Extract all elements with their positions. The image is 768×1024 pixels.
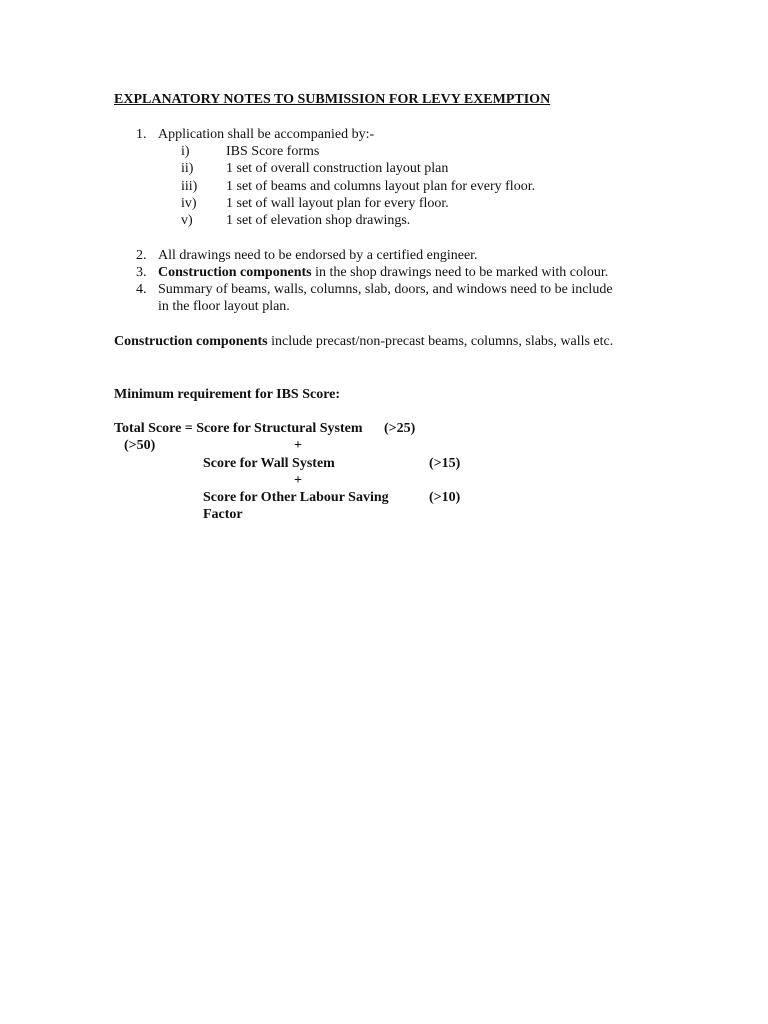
item-4-text-line-2: in the floor layout plan. [158,299,290,314]
plus-sign: + [294,473,302,488]
item-2-text: All drawings need to be endorsed by a certified engineer. [158,248,478,263]
total-score-label: Total Score = Score for Structural System [114,421,363,436]
subitem-text: 1 set of elevation shop drawings. [226,213,411,228]
subitem-numeral: iii) [181,179,198,194]
subitem-numeral: iv) [181,196,197,211]
subitem-numeral: ii) [181,161,194,176]
subitem-text: IBS Score forms [226,144,320,159]
item-4-number: 4. [136,282,147,297]
plus-sign: + [294,438,302,453]
other-score-label-line-1: Score for Other Labour Saving [203,490,389,505]
components-note [114,333,613,350]
item-3-number: 3. [136,265,147,280]
other-threshold: (>10) [429,490,461,505]
item-1-number: 1. [136,127,147,142]
subitem-text: 1 set of beams and columns layout plan for every floor. [226,179,536,194]
subitem-text: 1 set of wall layout plan for every floor. [226,196,449,211]
subitem-numeral: i) [181,144,190,159]
item-3-bold-text: Construction components [158,265,312,280]
other-score-label-line-2: Factor [203,507,243,522]
item-3-rest-text: in the shop drawings need to be marked with colour. [311,265,609,280]
structural-threshold: (>25) [384,421,416,436]
item-3-text [158,264,608,281]
wall-threshold: (>15) [429,456,461,471]
total-threshold: (>50) [124,438,156,453]
item-2-number: 2. [136,248,147,263]
components-note-bold: Construction components [114,334,268,349]
wall-score-label: Score for Wall System [203,456,335,471]
components-note-text: include precast/non-precast beams, columns, slabs, walls etc. [267,334,614,349]
min-requirement-heading: Minimum requirement for IBS Score: [114,387,341,402]
subitem-text: 1 set of overall construction layout plan [226,161,449,176]
item-4-text-line-1: Summary of beams, walls, columns, slab, doors, and windows need to be include [158,282,613,297]
document-title: EXPLANATORY NOTES TO SUBMISSION FOR LEVY EXEMPTION [114,92,551,107]
item-1-text: Application shall be accompanied by:- [158,127,375,142]
subitem-numeral: v) [181,213,193,228]
